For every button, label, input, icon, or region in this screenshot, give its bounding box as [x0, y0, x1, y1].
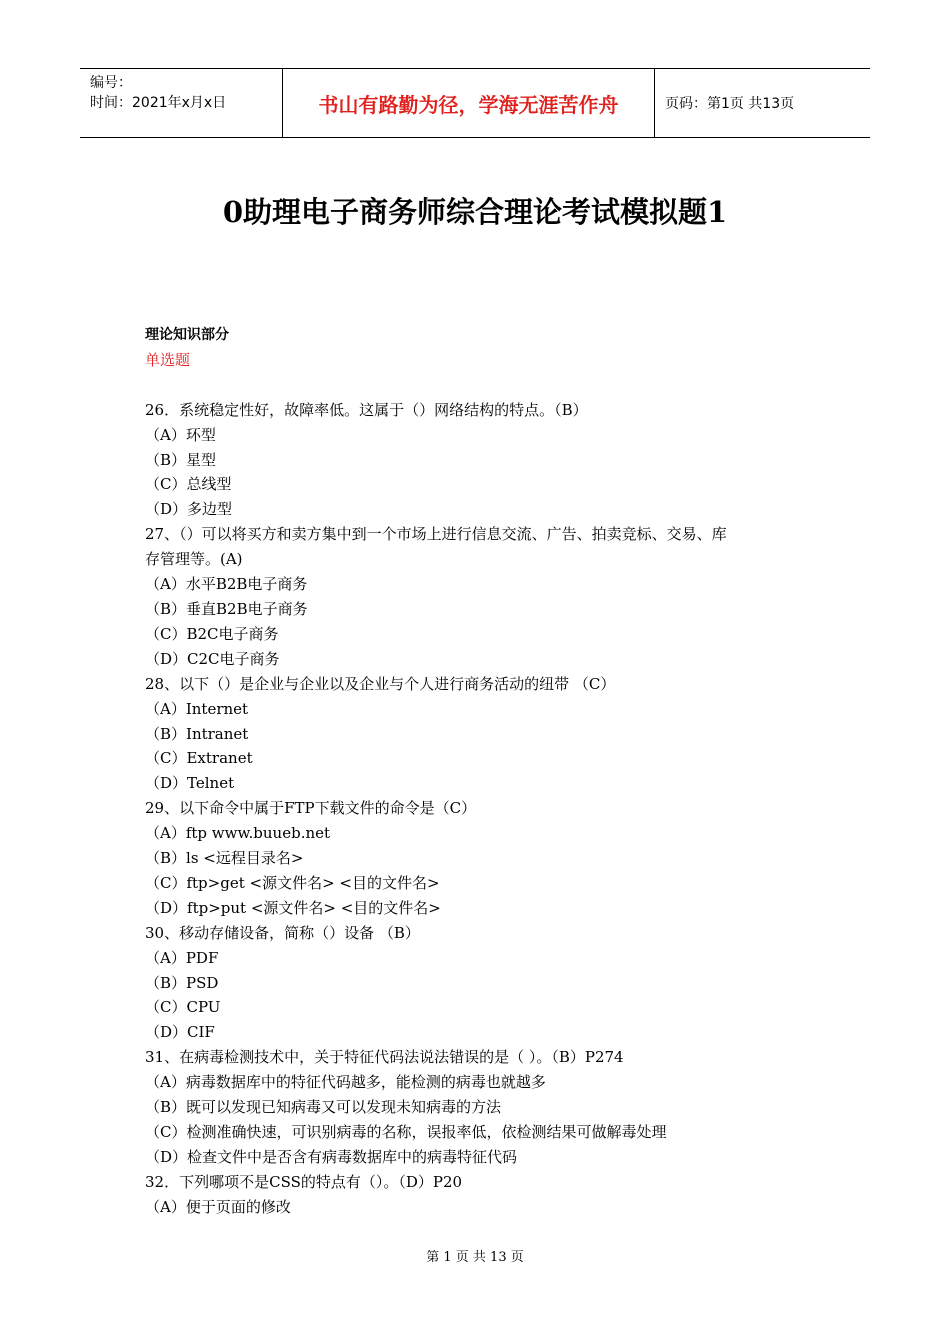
question-line: （A）水平B2B电子商务: [145, 575, 308, 594]
time-label: 时间：2021年x月x日: [90, 95, 227, 111]
question-line: （A）PDF: [145, 948, 219, 967]
document-body: [145, 323, 825, 1220]
question-line: 27、（）可以将买方和卖方集中到一个市场上进行信息交流、广告、拍卖竞标、交易、库: [145, 525, 727, 544]
question-line: （A）ftp www.buueb.net: [145, 824, 331, 843]
header-motto-cell: [282, 69, 655, 137]
document-header: [80, 68, 870, 138]
question-line: （D）C2C电子商务: [145, 649, 280, 668]
header-meta: [80, 69, 282, 137]
question-line: （A）环型: [145, 425, 216, 444]
question-line: （A）Internet: [145, 699, 249, 718]
section-title: 理论知识部分: [145, 327, 229, 343]
question-line: （C）ftp>get <源文件名> <目的文件名>: [145, 873, 440, 892]
question-line: 32．下列哪项不是CSS的特点有（）。（D）P20: [145, 1172, 463, 1191]
document-title: 0助理电子商务师综合理论考试模拟题1: [222, 195, 728, 229]
question-line: （D）Telnet: [145, 774, 235, 793]
subsection-title: 单选题: [145, 350, 191, 369]
question-line: （D）检查文件中是否含有病毒数据库中的病毒特征代码: [145, 1147, 518, 1166]
question-line: （A）便于页面的修改: [145, 1197, 291, 1216]
question-line: （D）ftp>put <源文件名> <目的文件名>: [145, 898, 441, 917]
question-line: 28、以下（）是企业与企业以及企业与个人进行商务活动的纽带 （C）: [145, 674, 616, 693]
question-line: 26．系统稳定性好，故障率低。这属于（）网络结构的特点。（B）: [145, 400, 588, 419]
question-line: （C）Extranet: [145, 749, 253, 768]
question-line: （C）检测准确快速，可识别病毒的名称，误报率低，依检测结果可做解毒处理: [145, 1123, 667, 1141]
question-line: 存管理等。(A): [145, 550, 243, 569]
question-list: [145, 398, 825, 1220]
question-line: （D）多边型: [145, 500, 233, 519]
question-line: （C）CPU: [145, 998, 221, 1017]
question-line: （A）病毒数据库中的特征代码越多，能检测的病毒也就越多: [145, 1073, 546, 1092]
question-line: （B）Intranet: [145, 724, 249, 743]
question-line: （B）PSD: [145, 973, 219, 992]
question-line: 29、以下命令中属于FTP下载文件的命令是（C）: [145, 799, 477, 818]
page-info: 页码：第1页 共13页: [665, 96, 795, 112]
question-line: （C）B2C电子商务: [145, 624, 279, 643]
question-line: 30、移动存储设备，简称（）设备 （B）: [145, 923, 420, 942]
serial-label: 编号：: [90, 75, 132, 91]
blank-line: [145, 373, 825, 398]
question-line: （D）CIF: [145, 1023, 215, 1042]
question-line: （B）星型: [145, 450, 217, 469]
question-line: （B）既可以发现已知病毒又可以发现未知病毒的方法: [145, 1098, 502, 1117]
page-footer: 第 1 页 共 13 页: [426, 1250, 524, 1265]
motto: 书山有路勤为径，学海无涯苦作舟: [318, 92, 619, 117]
question-line: （B）垂直B2B电子商务: [145, 599, 308, 618]
question-line: （C）总线型: [145, 475, 232, 494]
question-line: （B）ls <远程目录名>: [145, 849, 304, 868]
question-line: 31、在病毒检测技术中，关于特征代码法说法错误的是（ ）。（B）P274: [145, 1048, 624, 1067]
